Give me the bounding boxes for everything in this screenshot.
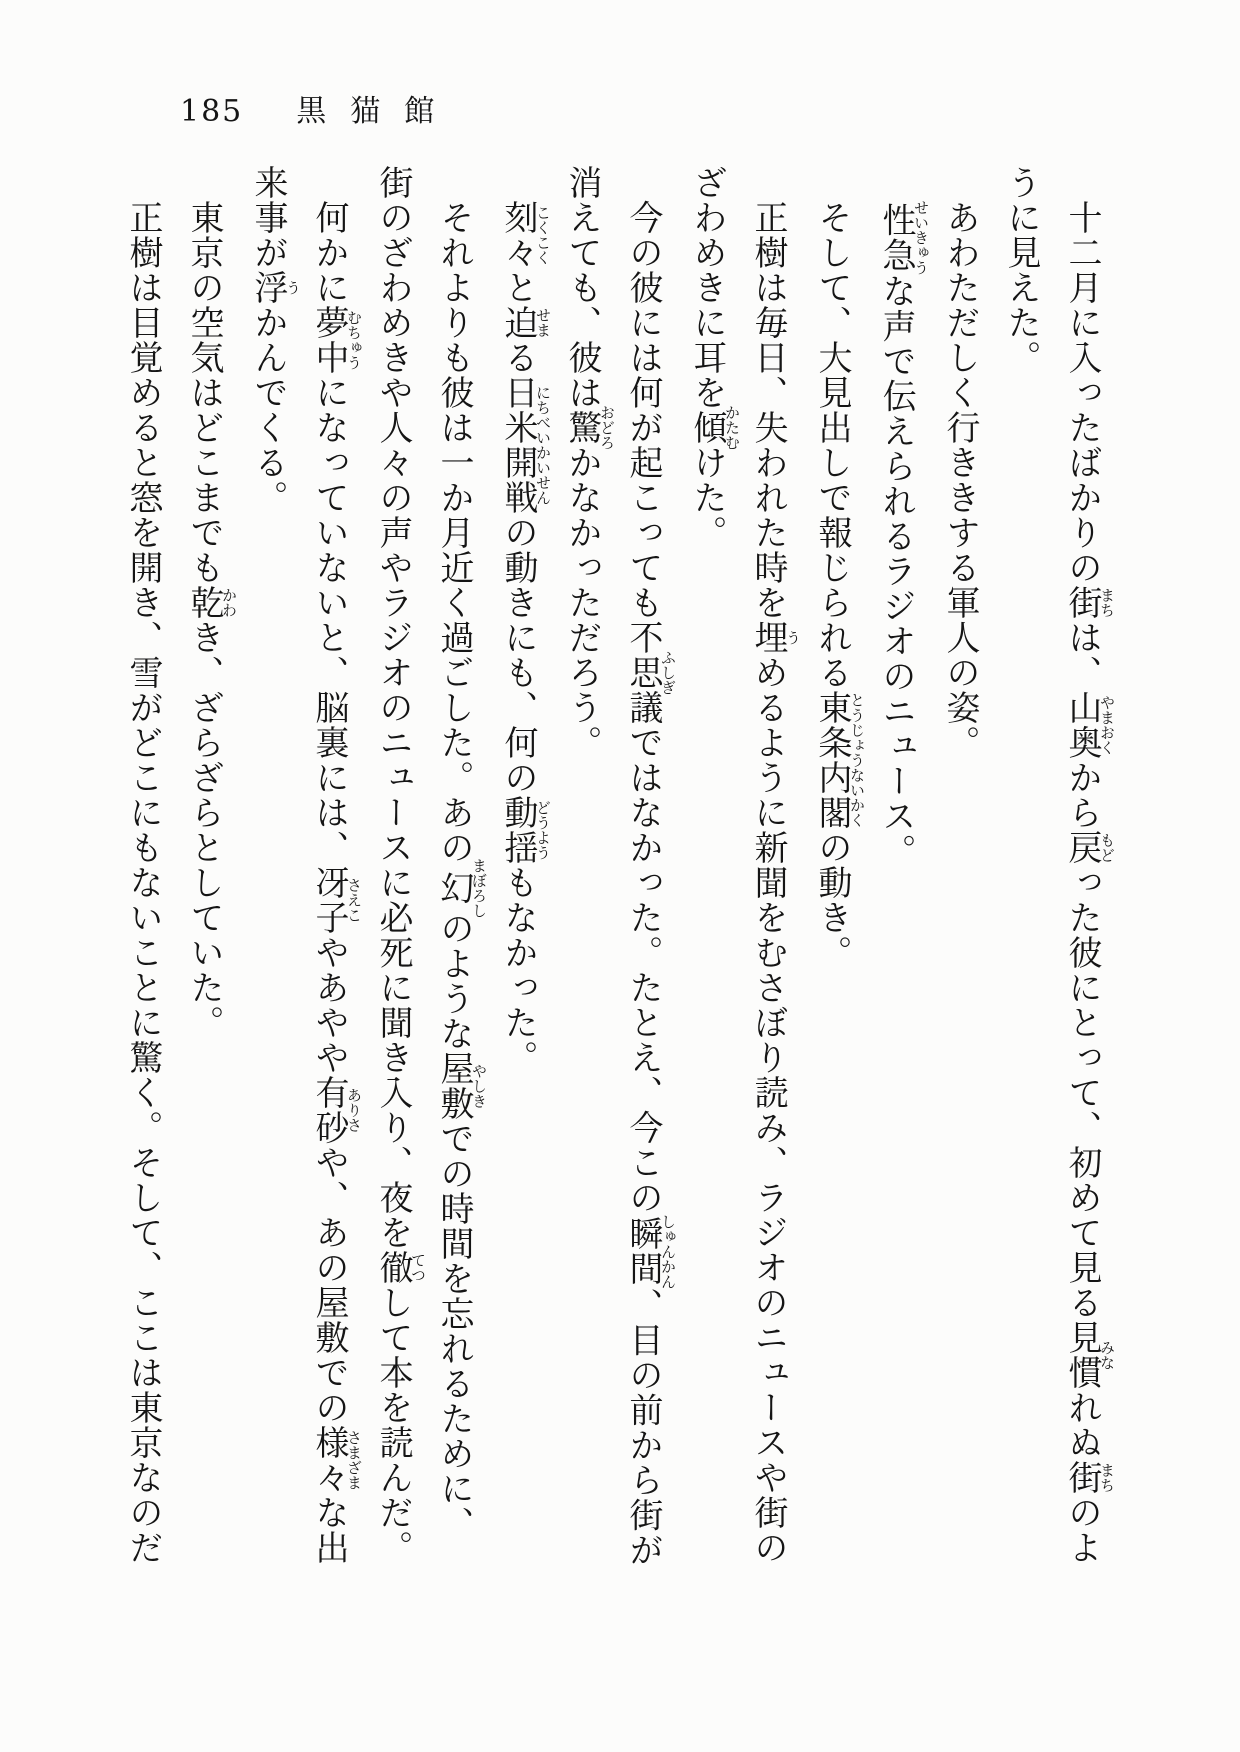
furigana-annotated-word: 徹てつ — [373, 1250, 427, 1285]
furigana-annotated-word: 動揺どうよう — [498, 795, 552, 865]
page-number: 185 — [180, 94, 244, 129]
furigana-annotated-word: 乾かわ — [184, 585, 238, 620]
paragraph: それよりも彼は一か月近く過ごした。あの幻まぼろしのような屋敷やしきでの時間を忘れるために、街のざわめきや人々の声やラジオのニュースに必死に聞き入り、夜を徹てつして本を読んだ。 — [373, 165, 488, 1565]
paragraph: 東京の空気はどこまでも乾かわき、ざらざらとしていた。 — [184, 200, 238, 1040]
furigana-annotated-word: 有砂ありさ — [309, 1075, 363, 1145]
paragraph: あわただしく行ききする軍人の姿。 — [940, 200, 980, 760]
furigana-annotated-word: 戻もど — [1062, 830, 1116, 865]
vertical-text-body — [112, 165, 1115, 1573]
furigana-annotated-word: 山奥やまおく — [1062, 690, 1116, 760]
furigana-annotated-word: 屋敷やしき — [434, 1051, 488, 1121]
furigana-annotated-word: 東条内閣とうじょうないかく — [812, 690, 866, 830]
paragraph: 正樹は目覚めると窓を開き、雪がどこにもないことに驚く。そして、ここは東京なのだ — [123, 200, 163, 1565]
furigana-annotated-word: 日米開戦にちべいかいせん — [498, 375, 552, 515]
furigana-annotated-word: 埋う — [748, 620, 802, 655]
furigana-annotated-word: 驚おどろ — [562, 405, 616, 450]
furigana-annotated-word: 街まち — [1062, 1460, 1116, 1495]
furigana-annotated-word: 迫せま — [498, 305, 552, 340]
furigana-annotated-word: 傾かたむ — [687, 405, 741, 450]
paragraph: 何かに夢中むちゅうになっていないと、脳裏には、冴子さえこやあやや有砂ありさや、あの屋敷での様々さまざまな出来事が浮うかんでくる。 — [248, 165, 363, 1565]
furigana-annotated-word: 様々さまざま — [309, 1425, 363, 1495]
furigana-annotated-word: 浮う — [248, 270, 302, 305]
paragraph: そして、大見出しで報じられる東条内閣とうじょうないかくの動き。 — [812, 200, 866, 970]
running-title: 黒猫館 — [296, 94, 459, 129]
furigana-annotated-word: 瞬間しゅんかん — [623, 1213, 677, 1289]
furigana-annotated-word: 街まち — [1062, 585, 1116, 620]
paragraph: 性急せいきゅうな声で伝えられるラジオのニュース。 — [876, 200, 930, 869]
furigana-annotated-word: 幻まぼろし — [434, 858, 488, 918]
paragraph: 刻々こくこくと迫せまる日米開戦にちべいかいせんの動きにも、何の動揺どうようもなかった。 — [498, 200, 552, 1075]
furigana-annotated-word: 不思議ふしぎ — [623, 620, 677, 725]
furigana-annotated-word: 冴子さえこ — [309, 865, 363, 935]
furigana-annotated-word: 見慣みな — [1062, 1320, 1116, 1390]
paragraph: 十二月に入ったばかりの街まちは、山奥やまおくから戻もどった彼にとって、初めて見る見慣みなれぬ街まちのように見えた。 — [1001, 165, 1116, 1565]
furigana-annotated-word: 性急せいきゅう — [876, 200, 930, 275]
furigana-annotated-word: 刻々こくこく — [498, 200, 552, 270]
furigana-annotated-word: 夢中むちゅう — [309, 305, 363, 375]
running-head — [180, 96, 458, 128]
paragraph: 今の彼には何が起こっても不思議ふしぎではなかった。たとえ、今この瞬間しゅんかん、目の前から街が消えても、彼は驚おどろかなかっただろう。 — [562, 165, 677, 1568]
paragraph: 正樹は毎日、失われた時を埋うめるように新聞をむさぼり読み、ラジオのニュースや街のざわめきに耳を傾かたむけた。 — [687, 165, 802, 1565]
